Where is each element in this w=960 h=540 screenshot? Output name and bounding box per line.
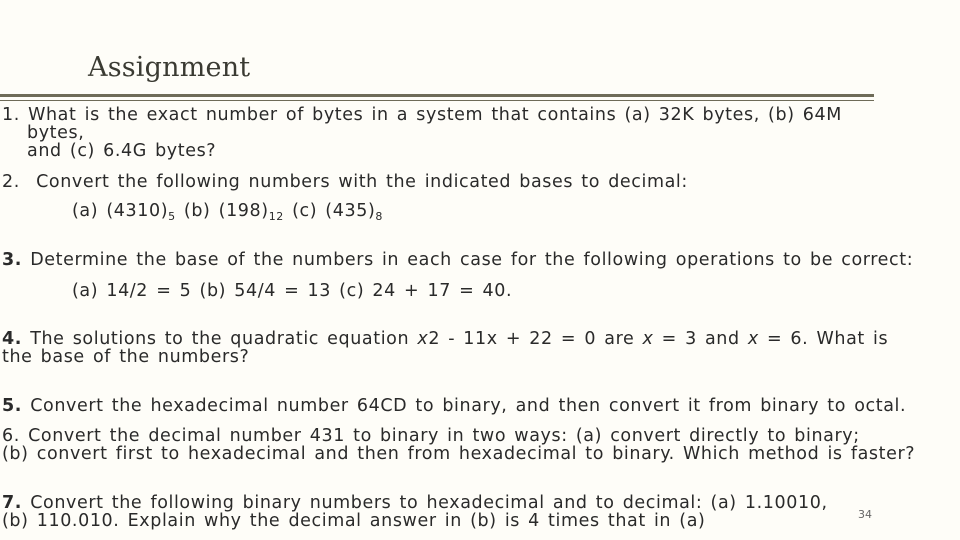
q6-line2: (b) convert first to hexadecimal and then from hexadecimal to binary. Which method is faster? [2, 444, 916, 464]
title-rule-thin [0, 100, 874, 101]
q2-options [72, 201, 383, 223]
q2-option-a: (a) (4310) [72, 201, 169, 221]
q4-line2: the base of the numbers? [2, 347, 250, 367]
q2-number: 2. [2, 172, 20, 192]
q1-line2: bytes, [27, 123, 85, 143]
q1-number: 1. [2, 105, 20, 125]
question-4 [2, 330, 888, 348]
q2-option-b-base: 12 [268, 210, 284, 223]
q4-part3: = 3 and [653, 329, 748, 349]
q3-number: 3. [2, 250, 23, 270]
q7-line1: Convert the following binary numbers to hexadecimal and to decimal: (a) 1.10010, [30, 493, 828, 513]
question-6 [2, 427, 860, 445]
question-5 [2, 397, 906, 415]
q7-number: 7. [2, 493, 23, 513]
q1-line3: and (c) 6.4G bytes? [27, 141, 217, 161]
q5-number: 5. [2, 396, 23, 416]
slide-title: Assignment [88, 52, 251, 83]
q2-option-c-base: 8 [375, 210, 383, 223]
q6-number: 6. [2, 426, 20, 446]
title-rule-thick [0, 94, 874, 97]
question-1 [2, 106, 842, 124]
q4-var-x-b: x [747, 329, 759, 349]
q2-option-a-base: 5 [168, 210, 176, 223]
q2-option-c: (c) (435) [283, 201, 376, 221]
q4-part2: 2 - 11x + 22 = 0 are [428, 329, 643, 349]
page-number: 34 [858, 508, 872, 521]
q6-line1: Convert the decimal number 431 to binary in two ways: (a) convert directly to binary; [28, 426, 860, 446]
q4-part1: The solutions to the quadratic equation [30, 329, 418, 349]
question-7 [2, 494, 828, 512]
q2-option-b: (b) (198) [175, 201, 269, 221]
q3-line2: (a) 14/2 = 5 (b) 54/4 = 13 (c) 24 + 17 = 40. [72, 281, 513, 301]
question-3 [2, 251, 913, 269]
q4-number: 4. [2, 329, 23, 349]
q4-part4: = 6. What is [758, 329, 889, 349]
q3-line1: Determine the base of the numbers in each case for the following operations to be correct: [30, 250, 914, 270]
question-2 [2, 173, 688, 191]
q4-var-x2: x [417, 329, 429, 349]
q5-line1: Convert the hexadecimal number 64CD to binary, and then convert it from binary to octal. [30, 396, 907, 416]
q2-line1: Convert the following numbers with the indicated bases to decimal: [36, 172, 688, 192]
q4-var-x-a: x [642, 329, 654, 349]
q7-line2: (b) 110.010. Explain why the decimal answer in (b) is 4 times that in (a) [2, 511, 706, 531]
q1-line1: What is the exact number of bytes in a system that contains (a) 32K bytes, (b) 64M [28, 105, 842, 125]
